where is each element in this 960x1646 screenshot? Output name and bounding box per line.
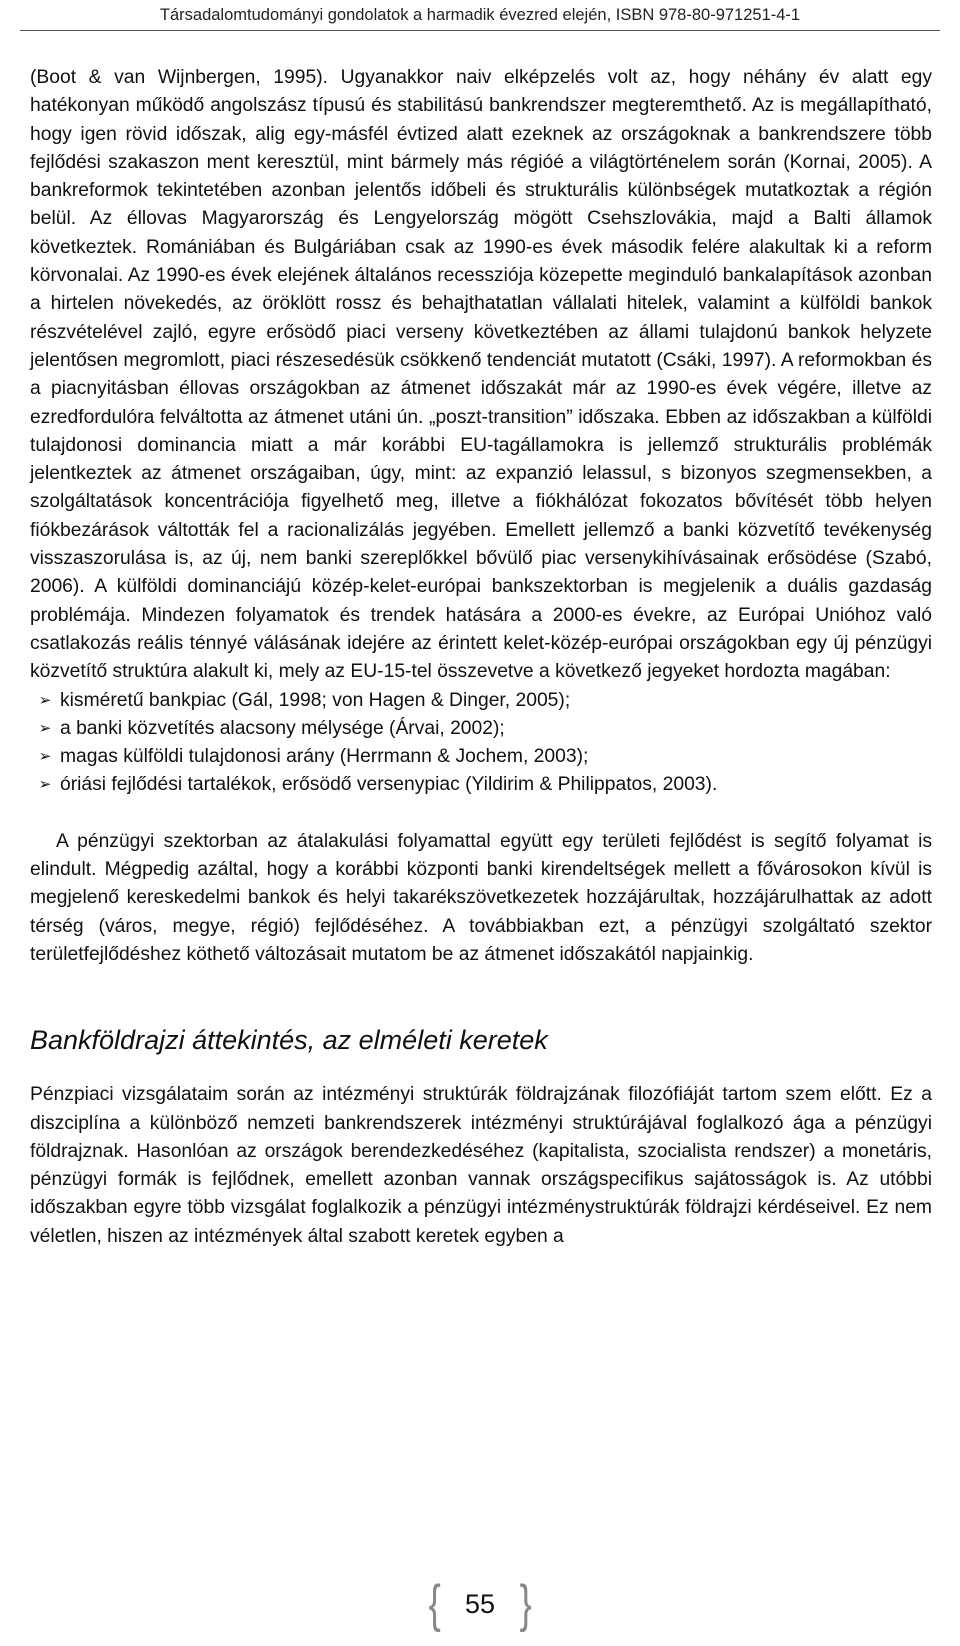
list-item-text: kisméretű bankpiac (Gál, 1998; von Hagen & Dinger, 2005); [60,689,571,711]
list-item-text: óriási fejlődési tartalékok, erősödő versenypiac (Yildirim & Philippatos, 2003). [60,774,718,796]
section-heading: Bankföldrajzi áttekintés, az elméleti keretek [30,1025,548,1056]
bullet-list [30,687,932,800]
list-item-text: magas külföldi tulajdonosi arány (Herrmann & Jochem, 2003); [60,746,589,768]
page-body [30,64,932,1251]
left-brace-ornament: { [428,1575,441,1633]
list-item [30,743,932,771]
header-title: Társadalomtudományi gondolatok a harmadik évezred elején, ISBN 978-80-971251-4-1 [159,6,801,24]
running-header [20,4,940,31]
arrow-bullet-icon: ➢ [38,776,52,794]
list-item [30,771,932,799]
body-paragraph-1: (Boot & van Wijnbergen, 1995). Ugyanakkor naiv elképzelés volt az, hogy néhány év alatt egy hatékonyan működő angolszász típusú és stabilitású bankrendszer megteremthető. Az is megállapítható, hogy igen rövid időszak, alig egy-másfél évtized alatt ezeknek az országoknak a bankrendszere több fejlődési szakaszon ment keresztül, mint bármely más régióé a világtörténelem során (Kornai, 2005). A bankreformok tekintetében azonban jelentős időbeli és strukturális különbségek mutatkoztak a régión belül. Az éllovas Magyarország és Lengyelország mögött Csehszlovákia, majd a Balti államok következtek. Romániában és Bulgáriában csak az 1990-es évek második felére alakultak ki a reform körvonalai. Az 1990-es évek elejének általános recessziója közepette meginduló bankalapítások azonban a hirtelen növekedés, az öröklött rossz és behajthatatlan vállalati hitelek, valamint a külföldi bankok részvételével zajló, egyre erősödő piaci verseny következtében az állami tulajdonú bankok helyzete jelentősen megromlott, piaci részesedésük csökkenő tendenciát mutatott (Csáki, 1997). A reformokban és a piacnyitásban éllovas országokban az átmenet időszakát már az 1990-es évek végére, illetve az ezredfordulóra felváltotta az átmenet utáni ún. „poszt-transition” időszaka. Ebben az időszakban a külföldi tulajdonosi dominancia miatt a már korábbi EU-tagállamokra is jellemző strukturális problémák jelentkeztek az átmenet országaiban, úgy, mint: az expanzió lelassul, s bizonyos szegmensekben, a szolgáltatások koncentrációja figyelhető meg, illetve a fiókhálózat fokozatos bővítését több helyen fiókbezárások váltották fel a racionalizálás jegyében. Emellett jellemző a banki közvetítő tevékenység visszaszorulása is, az új, nem banki szereplőkkel bővülő piac versenykihívásainak erősödése (Szabó, 2006). A külföldi dominanciájú közép-kelet-európai bankszektorban is megjelenik a duális gazdaság problémája. Mindezen folyamatok és trendek hatására a 2000-es évekre, az Európai Unióhoz való csatlakozás reális ténnyé válásának idejére az érintett kelet-közép-európai országokban egy új pénzügyi közvetítő struktúra alakult ki, mely az EU-15-tel összevetve a következő jegyeket hordozta magában: [30,67,932,683]
body-paragraph-2: A pénzügyi szektorban az átalakulási folyamattal együtt egy területi fejlődést is segítő folyamat is elindult. Mégpedig azáltal, hogy a korábbi központi banki kirendeltségek mellett a fővárosokon kívül is megjelenő kereskedelmi bankok és helyi takarékszövetkezetek hozzájárultak, hozzájárulhattak az adott térség (város, megye, régió) fejlődéséhez. A továbbiakban ezt, a pénzügyi szolgáltató szektor területfejlődéshez köthető változásait mutatom be az átmenet időszakától napjainkig. [30,830,932,965]
page-footer [0,1574,960,1634]
body-paragraph-3: Pénzpiaci vizsgálataim során az intézményi struktúrák földrajzának filozófiáját tartom szem előtt. Ez a diszciplína a különböző nemzeti bankrendszerek intézményi struktúrájával foglalkozó ága a pénzügyi földrajznak. Hasonlóan az országok berendezkedéséhez (kapitalista, szocialista rendszer) a monetáris, pénzügyi formák is fejlődnek, emellett azonban vannak országspecifikus sajátosságok is. Az utóbbi időszakban egyre több vizsgálat foglalkozik a pénzügyi intézménystruktúrák földrajzi kérdéseivel. Ez nem véletlen, hiszen az intézmények által szabott keretek egyben a [30,1084,932,1247]
right-brace-ornament: } [519,1575,532,1633]
list-item-text: a banki közvetítés alacsony mélysége (Árvai, 2002); [60,717,505,739]
arrow-bullet-icon: ➢ [38,748,52,766]
page-number: 55 [464,1588,496,1619]
arrow-bullet-icon: ➢ [38,691,52,709]
arrow-bullet-icon: ➢ [38,719,52,737]
list-item [30,687,932,715]
list-item [30,715,932,743]
